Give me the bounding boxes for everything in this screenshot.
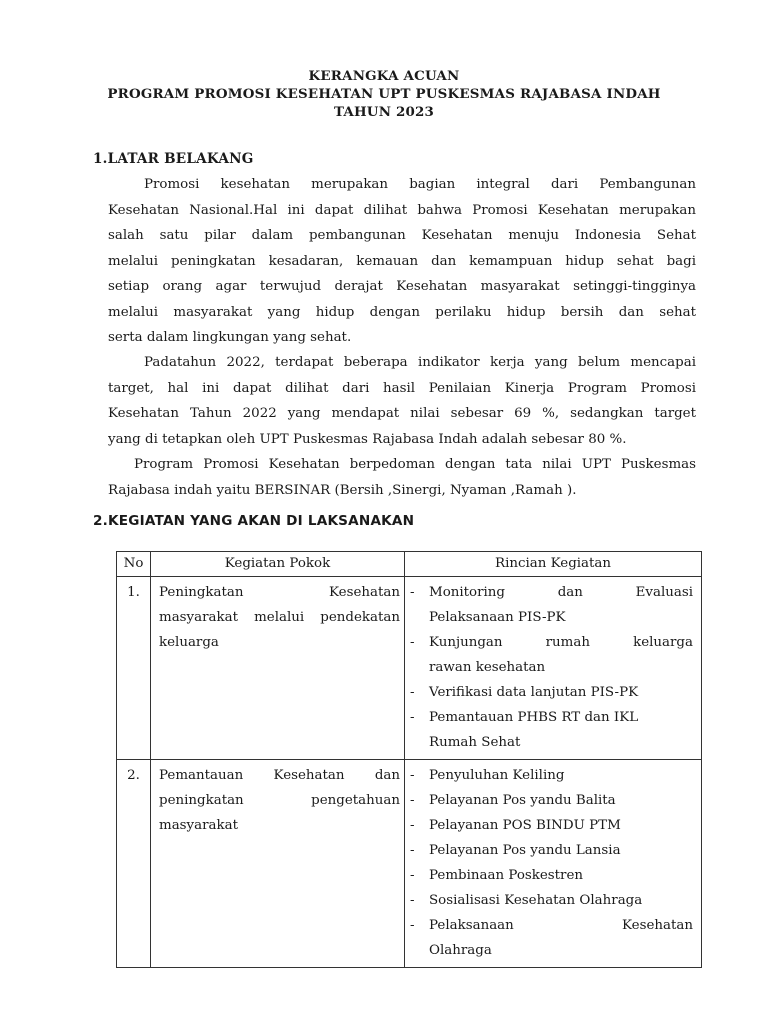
list-item: - Sosialisasi Kesehatan Olahraga [405,888,693,913]
pokok-line: keluarga [159,635,219,650]
pokok-line: masyarakat [159,818,238,833]
para1-line: melalui masyarakat yang hidup dengan perilaku hidup bersih dan sehat [108,304,696,320]
header-kegiatan-pokok: Kegiatan Pokok [151,552,405,577]
pokok-line: Pemantauan Kesehatan dan [159,768,400,783]
rincian-list [405,760,701,967]
section1-paragraph2 [108,350,696,452]
rincian-text: Pelaksanaan Kesehatan [429,918,693,933]
pokok-line: Peningkatan Kesehatan [159,585,400,600]
table-row [117,577,702,760]
row-rincian-kegiatan [405,760,702,968]
list-item: - Pembinaan Poskestren [405,863,693,888]
rincian-text: Pelayanan POS BINDU PTM [429,818,621,833]
para1-line: Kesehatan Nasional.Hal ini dapat dilihat bahwa Promosi Kesehatan merupakan [108,202,696,218]
list-item: - Pelaksanaan Kesehatan Olahraga [405,913,693,963]
rincian-text: Pelayanan Pos yandu Balita [429,793,616,808]
rincian-text: Pemantauan PHBS RT dan IKL [429,710,639,725]
pokok-line: masyarakat melalui pendekatan [159,610,400,625]
para2-line: yang di tetapkan oleh UPT Puskesmas Rajabasa Indah adalah sebesar 80 %. [108,431,627,447]
para1-line: salah satu pilar dalam pembangunan Kesehatan menuju Indonesia Sehat [108,228,696,243]
row-no: 1. [117,577,151,760]
rincian-list [405,577,701,759]
list-item: - Kunjungan rumah keluarga rawan kesehatan [405,630,693,680]
header-rincian-kegiatan: Rincian Kegiatan [405,552,702,577]
row-rincian-kegiatan [405,577,702,760]
row-kegiatan-pokok [151,577,405,760]
doc-title-line2: PROGRAM PROMOSI KESEHATAN UPT PUSKESMAS RAJABASA INDAH [107,86,661,102]
section1-heading: 1.LATAR BELAKANG [93,151,254,167]
rincian-text: Pelayanan Pos yandu Lansia [429,843,621,858]
rincian-text: Verifikasi data lanjutan PIS-PK [429,685,639,700]
section1-paragraph3 [108,452,696,503]
rincian-text: Rumah Sehat [429,735,521,750]
doc-title-line3: TAHUN 2023 [333,104,435,120]
list-item: - Verifikasi data lanjutan PIS-PK [405,680,693,705]
list-item: - Pelayanan Pos yandu Lansia [405,838,693,863]
table-header-row [117,552,702,577]
rincian-text: Monitoring dan Evaluasi [429,585,693,600]
para2-line: target, hal ini dapat dilihat dari hasil Penilaian Kinerja Program Promosi [108,380,696,396]
rincian-text: Kunjungan rumah keluarga [429,635,693,650]
rincian-text: Pembinaan Poskestren [429,868,583,883]
para1-line: serta dalam lingkungan yang sehat. [108,330,352,345]
list-item: - Penyuluhan Keliling [405,763,693,788]
para1-line: melalui peningkatan kesadaran, kemauan dan kemampuan hidup sehat bagi [108,253,696,269]
pokok-line: peningkatan pengetahuan [159,793,400,808]
table-row [117,760,702,968]
para3-line: Program Promosi Kesehatan berpedoman dengan tata nilai UPT Puskesmas [134,457,696,472]
doc-title-line1: KERANGKA ACUAN [308,68,460,84]
list-item: - Pemantauan PHBS RT dan IKL Rumah Sehat [405,705,693,755]
row-no: 2. [117,760,151,968]
rincian-text: Pelaksanaan PIS-PK [429,610,566,625]
list-item: - Monitoring dan Evaluasi Pelaksanaan PIS-PK [405,580,693,630]
para3-line: Rajabasa indah yaitu BERSINAR (Bersih ,Sinergi, Nyaman ,Ramah ). [108,482,577,498]
header-no: No [117,552,151,577]
list-item: - Pelayanan Pos yandu Balita [405,788,693,813]
rincian-text: Olahraga [429,943,492,958]
list-item: - Pelayanan POS BINDU PTM [405,813,693,838]
para2-line: Kesehatan Tahun 2022 yang mendapat nilai sebesar 69 %, sedangkan target [108,406,696,421]
section1-paragraph1 [108,172,696,351]
para1-line: setiap orang agar terwujud derajat Kesehatan masyarakat setinggi-tingginya [108,279,696,294]
row-kegiatan-pokok [151,760,405,968]
kegiatan-table [116,551,702,968]
rincian-text: Penyuluhan Keliling [429,768,565,783]
rincian-text: rawan kesehatan [429,660,546,675]
para1-line: Promosi kesehatan merupakan bagian integral dari Pembangunan [144,177,696,192]
para2-line: Padatahun 2022, terdapat beberapa indikator kerja yang belum mencapai [144,355,696,370]
rincian-text: Sosialisasi Kesehatan Olahraga [429,893,643,908]
section2-heading: 2.KEGIATAN YANG AKAN DI LAKSANAKAN [93,513,415,529]
